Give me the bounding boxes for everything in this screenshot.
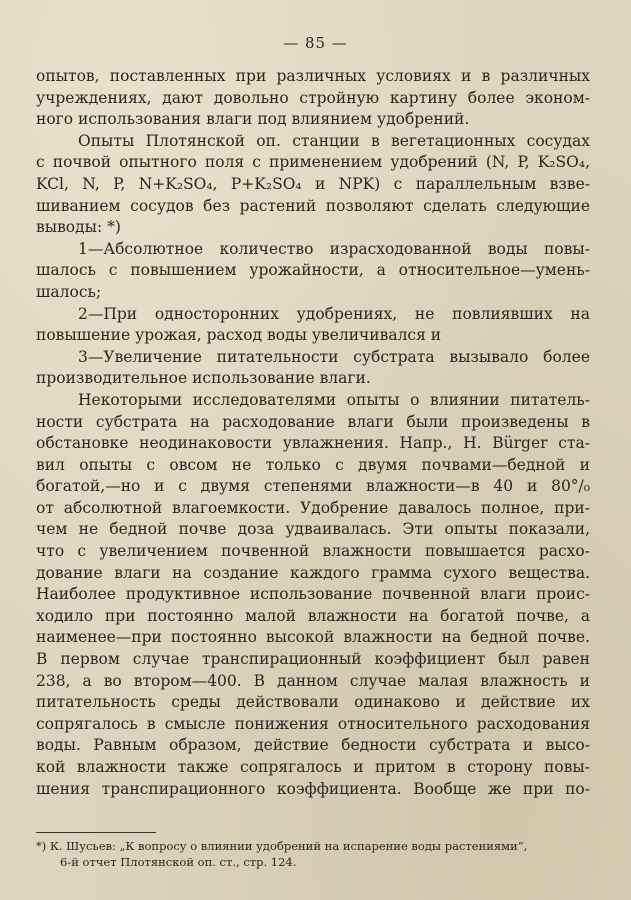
text-line: богатой,—но и с двумя степенями влажности—в 40 и 80°/₀ [36, 477, 590, 496]
text-line: наименее—при постоянно высокой влажности на бедной почве. [36, 628, 590, 647]
text-line: выводы: *) [36, 218, 121, 237]
text-line: шалось с повышением урожайности, а относительное—умень- [36, 261, 590, 280]
text-line: шения транспирационного коэффициента. Вообще же при по- [36, 779, 590, 798]
text-line: дование влаги на создание каждого грамма сухого вещества. [36, 563, 590, 582]
text-line: производительное использование влаги. [36, 369, 371, 388]
text-line: сопрягалось в смысле понижения относительного расходования [36, 714, 590, 733]
text-line: обстановке неодинаковости увлажнения. Напр., H. Bürger ста- [36, 434, 590, 453]
text-line: вил опыты с овсом не только с двумя почвами—бедной и [36, 455, 590, 474]
text-line: KCl, N, P, N+K₂SO₄, P+K₂SO₄ и NPK) с параллельным взве- [36, 174, 590, 193]
text-line: шалось; [36, 282, 102, 301]
text-line: воды. Равным образом, действие бедности субстрата и высо- [36, 736, 590, 755]
text-line: шиванием сосудов без растений позволяют сделать следующие [36, 196, 590, 215]
text-line: ходило при постоянно малой влажности на богатой почве, а [36, 606, 590, 625]
text-line: питательность среды действовали одинаково и действие их [36, 693, 590, 712]
text-line: кой влажности также сопрягалось и притом в сторону повы- [36, 758, 590, 776]
text-line: 2—При односторонних удобрениях, не повлиявших на [78, 304, 590, 323]
text-line: В первом случае транспирационный коэффициент был равен [36, 650, 590, 669]
body-text [36, 66, 590, 800]
text-line: Некоторыми исследователями опыты о влиянии питатель- [78, 390, 590, 409]
text-line: Наиболее продуктивное использование почвенной влаги проис- [36, 585, 590, 604]
text-line: 1—Абсолютное количество израсходованной воды повы- [78, 239, 590, 258]
page-number: — 85 — [283, 34, 348, 52]
text-line: от абсолютной влагоемкости. Удобрение давалось полное, при- [36, 498, 590, 517]
footnote [36, 838, 596, 870]
footnote-divider [36, 832, 156, 833]
text-line: 3—Увеличение питательности субстрата вызывало более [78, 347, 590, 366]
footnote-line: *) К. Шусьев: „К вопросу о влиянии удобрений на испарение воды растениями“, [36, 839, 528, 853]
text-line: 238, а во втором—400. В данном случае малая влажность и [36, 671, 590, 690]
text-line: учреждениях, дают довольно стройную картину более эконом- [36, 88, 590, 107]
text-line: с почвой опытного поля с применением удобрений (N, P, K₂SO₄, [36, 153, 590, 172]
text-line: Опыты Плотянской оп. станции в вегетационных сосудах [78, 131, 590, 150]
text-line: ного использования влаги под влиянием удобрений. [36, 110, 470, 129]
footnote-line: 6-й отчет Плотянской оп. ст., стр. 124. [60, 855, 297, 869]
text-line: ности субстрата на расходование влаги были произведены в [36, 412, 590, 431]
text-line: что с увеличением почвенной влажности повышается расхо- [36, 542, 590, 561]
text-line: опытов, поставленных при различных условиях и в различных [36, 67, 590, 85]
text-line: чем не бедной почве доза удваивалась. Эти опыты показали, [36, 520, 590, 539]
text-line: повышение урожая, расход воды увеличивался и [36, 326, 442, 345]
